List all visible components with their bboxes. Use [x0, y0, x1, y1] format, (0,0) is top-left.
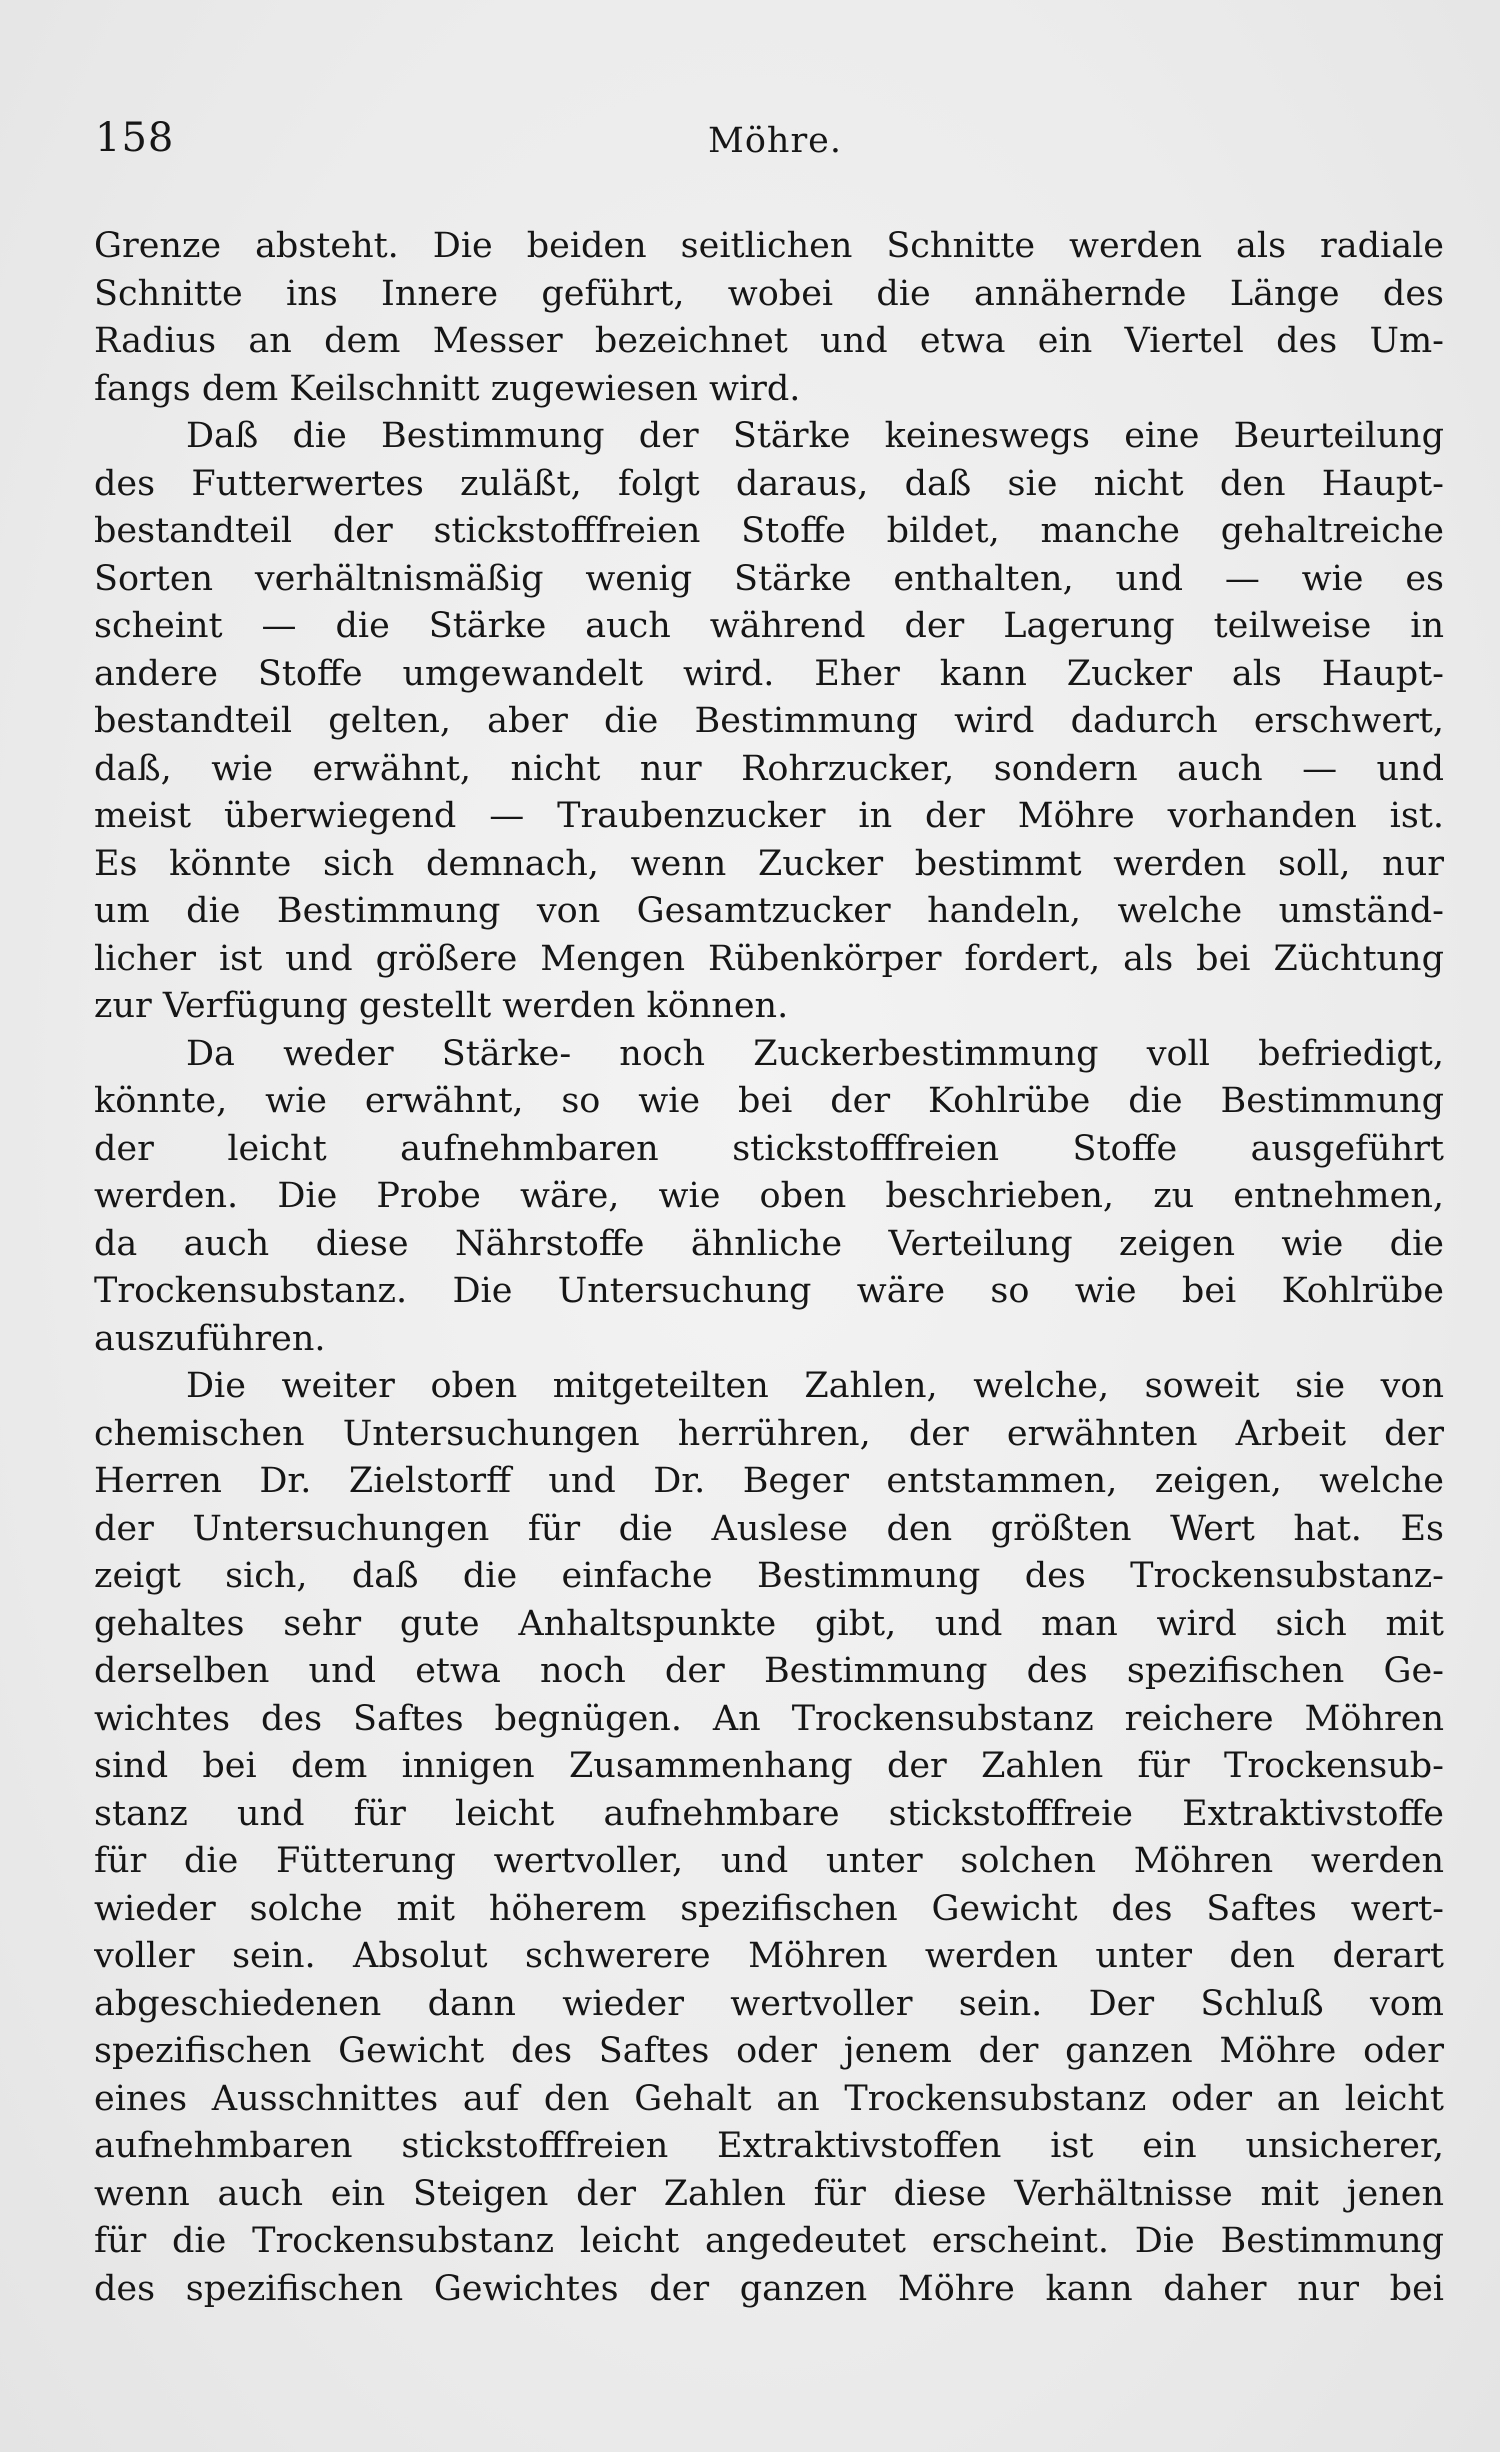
text-line: Grenze absteht. Die beiden seitlichen Schnitte werden als radiale	[94, 226, 1444, 266]
text-line: für die Fütterung wertvoller, und unter solchen Möhren werden	[94, 1841, 1444, 1881]
text-line: könnte, wie erwähnt, so wie bei der Kohlrübe die Bestimmung	[94, 1081, 1444, 1121]
text-line: wichtes des Saftes begnügen. An Trockensubstanz reichere Möhren	[94, 1698, 1444, 1739]
text-line: zeigt sich, daß die einfache Bestimmung des Trockensubstanz-	[94, 1556, 1444, 1596]
text-line: voller sein. Absolut schwerere Möhren werden unter den derart	[94, 1936, 1444, 1976]
text-line: des spezifischen Gewichtes der ganzen Möhre kann daher nur bei	[94, 2268, 1444, 2309]
text-line: Schnitte ins Innere geführt, wobei die annähernde Länge des	[94, 273, 1444, 314]
text-line: Sorten verhältnismäßig wenig Stärke enthalten, und — wie es	[94, 558, 1444, 599]
text-line: licher ist und größere Mengen Rübenkörper fordert, als bei Züchtung	[94, 938, 1444, 979]
text-line: Da weder Stärke- noch Zuckerbestimmung voll befriedigt,	[186, 1033, 1444, 1074]
text-line: gehaltes sehr gute Anhaltspunkte gibt, und man wird sich mit	[94, 1603, 1444, 1644]
text-line: Trockensubstanz. Die Untersuchung wäre so wie bei Kohlrübe	[94, 1271, 1444, 1311]
text-line: zur Verfügung gestellt werden können.	[94, 986, 789, 1026]
text-line: Die weiter oben mitgeteilten Zahlen, welche, soweit sie von	[186, 1366, 1444, 1406]
text-line: für die Trockensubstanz leicht angedeutet erscheint. Die Bestimmung	[94, 2221, 1444, 2261]
text-line: scheint — die Stärke auch während der Lagerung teilweise in	[94, 606, 1444, 646]
text-line: Es könnte sich demnach, wenn Zucker bestimmt werden soll, nur	[94, 843, 1444, 884]
text-line: stanz und für leicht aufnehmbare stickstofffreie Extraktivstoffe	[94, 1793, 1444, 1834]
text-line: abgeschiedenen dann wieder wertvoller sein. Der Schluß vom	[94, 1983, 1444, 2024]
text-line: bestandteil gelten, aber die Bestimmung wird dadurch erschwert,	[94, 701, 1444, 741]
text-line: Herren Dr. Zielstorff und Dr. Beger entstammen, zeigen, welche	[94, 1461, 1444, 1501]
running-title: Möhre.	[708, 121, 843, 161]
text-line: da auch diese Nährstoffe ähnliche Verteilung zeigen wie die	[94, 1223, 1444, 1264]
text-line: fangs dem Keilschnitt zugewiesen wird.	[94, 368, 801, 409]
text-line: chemischen Untersuchungen herrühren, der erwähnten Arbeit der	[94, 1413, 1444, 1454]
text-line: wieder solche mit höherem spezifischen Gewicht des Saftes wert-	[94, 1888, 1444, 1929]
text-line: Daß die Bestimmung der Stärke keineswegs eine Beurteilung	[186, 416, 1444, 456]
text-line: derselben und etwa noch der Bestimmung des spezifischen Ge-	[94, 1651, 1444, 1691]
text-line: des Futterwertes zuläßt, folgt daraus, daß sie nicht den Haupt-	[94, 463, 1444, 504]
text-line: um die Bestimmung von Gesamtzucker handeln, welche umständ-	[94, 891, 1444, 931]
text-line: auszuführen.	[94, 1318, 326, 1359]
text-line: werden. Die Probe wäre, wie oben beschrieben, zu entnehmen,	[94, 1176, 1444, 1216]
body-text	[94, 223, 1444, 2313]
text-line: bestandteil der stickstofffreien Stoffe bildet, manche gehaltreiche	[94, 511, 1444, 551]
text-line: sind bei dem innigen Zusammenhang der Zahlen für Trockensub-	[94, 1746, 1444, 1786]
text-line: andere Stoffe umgewandelt wird. Eher kann Zucker als Haupt-	[94, 653, 1444, 694]
text-line: aufnehmbaren stickstofffreien Extraktivstoffen ist ein unsicherer,	[94, 2126, 1444, 2166]
text-line: daß, wie erwähnt, nicht nur Rohrzucker, sondern auch — und	[94, 748, 1444, 789]
text-line: meist überwiegend — Traubenzucker in der Möhre vorhanden ist.	[94, 796, 1444, 836]
page-number: 158	[95, 115, 175, 161]
text-line: wenn auch ein Steigen der Zahlen für diese Verhältnisse mit jenen	[94, 2173, 1444, 2214]
text-line: Radius an dem Messer bezeichnet und etwa ein Viertel des Um-	[94, 321, 1444, 361]
text-line: spezifischen Gewicht des Saftes oder jenem der ganzen Möhre oder	[94, 2031, 1444, 2071]
text-line: der Untersuchungen für die Auslese den größten Wert hat. Es	[94, 1508, 1444, 1549]
text-line: eines Ausschnittes auf den Gehalt an Trockensubstanz oder an leicht	[94, 2078, 1444, 2119]
text-line: der leicht aufnehmbaren stickstofffreien Stoffe ausgeführt	[94, 1128, 1444, 1169]
